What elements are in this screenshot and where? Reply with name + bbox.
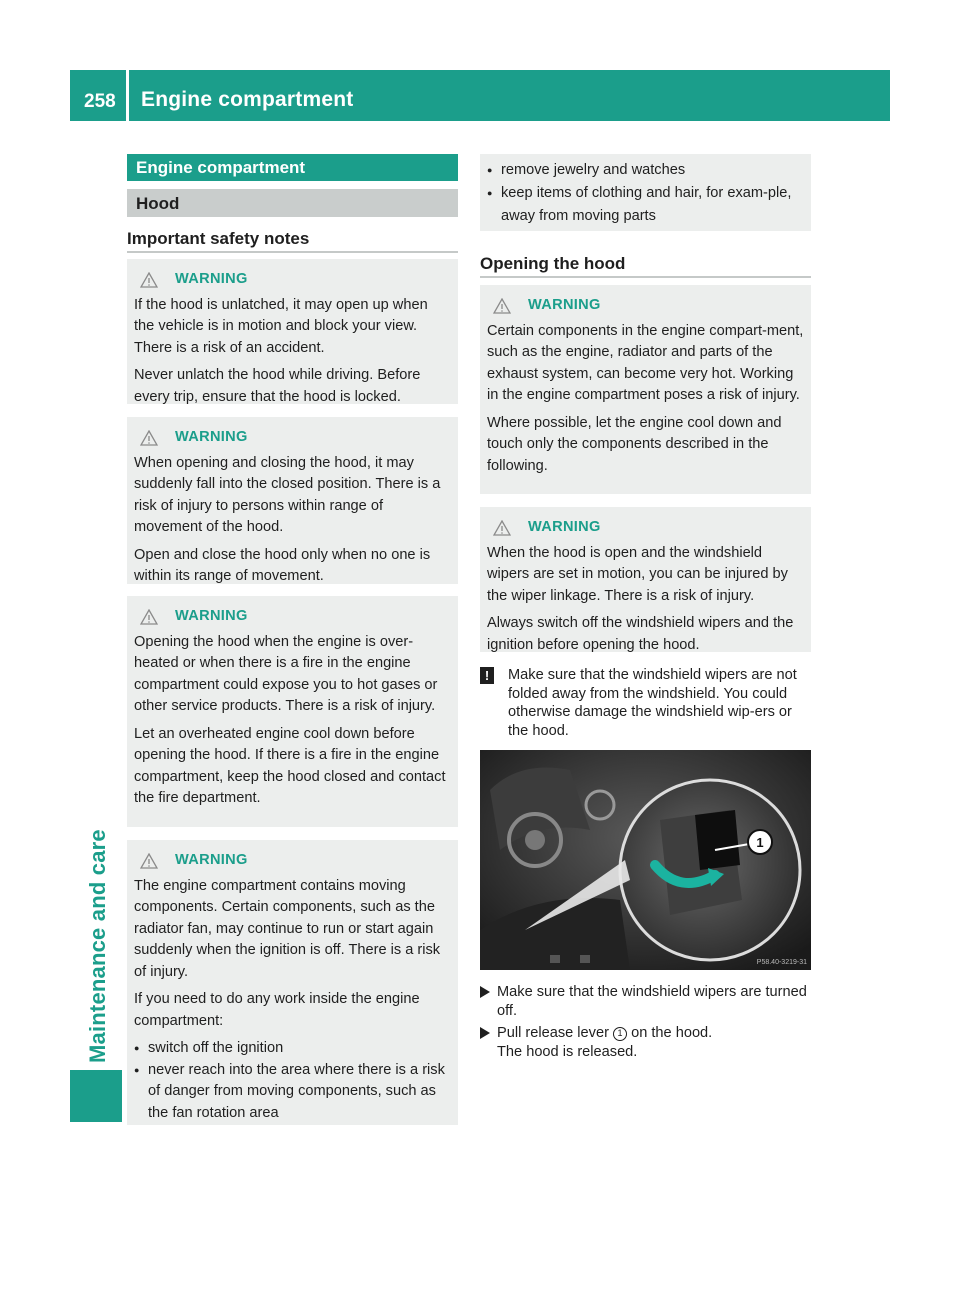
callout-number: 1 xyxy=(613,1027,627,1041)
note-text: Make sure that the windshield wipers are not folded away from the windshield. You could otherwise damage the windshield wip-ers or the hood. xyxy=(508,667,797,739)
subsection-title: Hood xyxy=(127,189,458,217)
step-arrow-icon xyxy=(480,986,490,998)
warning-label: WARNING xyxy=(175,429,248,445)
instruction-step xyxy=(480,983,811,1020)
heading-opening-hood: Opening the hood xyxy=(480,254,626,273)
warning-triangle-icon xyxy=(140,853,158,869)
warning-triangle-icon xyxy=(140,609,158,625)
warning-header xyxy=(487,295,804,317)
warning-text: When opening and closing the hood, it may suddenly fall into the closed position. There is a risk of injury to persons within range of movement of the hood. xyxy=(134,454,441,535)
warning-text: Let an overheated engine cool down before opening the hood. If there is a fire in the engine compartment, keep the hood closed and contact the fire department. xyxy=(134,725,446,806)
side-tab-label: Maintenance and care xyxy=(85,829,110,1063)
step-text: on the hood. xyxy=(631,1025,713,1041)
warning-header xyxy=(134,427,451,449)
hood-release-photo xyxy=(480,750,811,970)
warning-label: WARNING xyxy=(528,519,601,535)
bullet-item: ● remove jewelry and watches xyxy=(487,159,804,182)
note-block xyxy=(480,666,811,740)
warning-triangle-icon xyxy=(493,520,511,536)
page-header-title: Engine compartment xyxy=(141,88,354,111)
warning-label: WARNING xyxy=(175,852,248,868)
exclamation-icon: ! xyxy=(480,667,494,684)
warning-triangle-icon xyxy=(140,272,158,288)
warning-box xyxy=(127,259,458,404)
warning-header xyxy=(134,269,451,291)
heading-safety-notes: Important safety notes xyxy=(127,229,310,248)
warning-header xyxy=(487,517,804,539)
warning-text: If the hood is unlatched, it may open up when the vehicle is in motion and block your view. There is a risk of an accident. xyxy=(134,296,428,356)
heading-rule xyxy=(480,276,811,278)
figure-code: P58.40-3219-31 xyxy=(756,959,807,966)
side-tab-marker xyxy=(70,1070,122,1122)
warning-triangle-icon xyxy=(140,430,158,446)
bullet-item: ● keep items of clothing and hair, for exam-ple, away from moving parts xyxy=(487,182,804,228)
warning-text: Never unlatch the hood while driving. Before every trip, ensure that the hood is locked. xyxy=(134,367,421,405)
warning-text: Certain components in the engine compart-ment, such as the engine, radiator and parts of the exhaust system, can become very hot. Working in the engine compartment poses a risk of injury. xyxy=(487,322,804,403)
bullet-item: ● never reach into the area where there is a risk of danger from moving components, such as the fan rotation area xyxy=(134,1060,451,1125)
warning-text: If you need to do any work inside the engine compartment: xyxy=(134,991,420,1029)
warning-text: Where possible, let the engine cool down and touch only the components described in the following. xyxy=(487,414,782,474)
figure-callout-label: 1 xyxy=(756,835,764,850)
page-number: 258 xyxy=(84,91,116,112)
step-arrow-icon xyxy=(480,1027,490,1039)
step-text: Pull release lever xyxy=(497,1025,609,1041)
warning-box xyxy=(480,285,811,494)
warning-text: When the hood is open and the windshield wipers are set in motion, you can be injured by the wiper linkage. There is a risk of injury. xyxy=(487,544,788,604)
step-text: Make sure that the windshield wipers are turned off. xyxy=(497,984,807,1019)
warning-triangle-icon xyxy=(493,298,511,314)
step-result: The hood is released. xyxy=(497,1043,638,1060)
warning-continuation xyxy=(480,154,811,231)
warning-header xyxy=(134,606,451,628)
section-title: Engine compartment xyxy=(127,154,458,181)
instruction-step xyxy=(480,1024,811,1061)
heading-rule xyxy=(127,251,458,253)
warning-box xyxy=(127,596,458,827)
warning-label: WARNING xyxy=(175,271,248,287)
warning-text: Opening the hood when the engine is over-heated or when there is a fire in the engine compartment could expose you to hot gases or other service products. There is a risk of injury. xyxy=(134,633,438,714)
warning-header xyxy=(134,850,451,872)
hood-release-illustration xyxy=(480,750,811,970)
warning-box xyxy=(127,417,458,584)
bullet-item: ● switch off the ignition xyxy=(134,1038,451,1060)
warning-box xyxy=(127,840,458,1125)
warning-label: WARNING xyxy=(175,608,248,624)
warning-text: Open and close the hood only when no one is within its range of movement. xyxy=(134,546,431,584)
warning-box xyxy=(480,507,811,652)
warning-text: The engine compartment contains moving components. Certain components, such as the radiator fan, may continue to run or start again suddenly when the ignition is off. There is a risk of injury. xyxy=(134,877,441,980)
header-divider xyxy=(126,70,129,121)
warning-text: Always switch off the windshield wipers and the ignition before opening the hood. xyxy=(487,615,794,653)
warning-label: WARNING xyxy=(528,297,601,313)
